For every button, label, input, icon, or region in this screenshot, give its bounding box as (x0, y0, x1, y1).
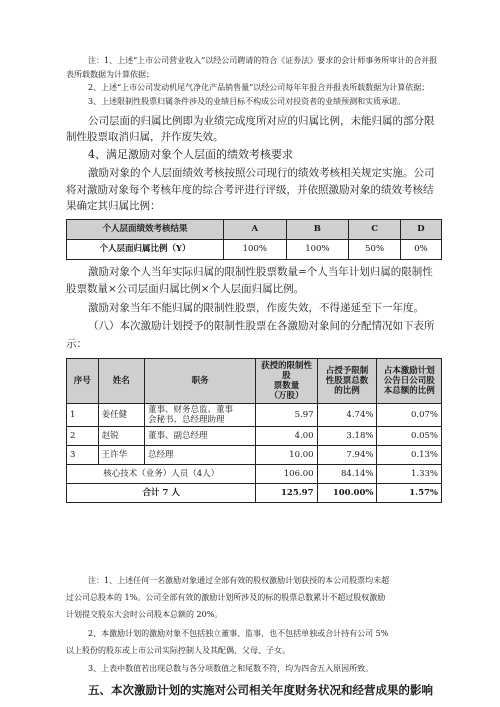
alloc-header-pct-grant-1: 占授予限制 (325, 366, 369, 376)
row-3-pct-grant: 7.94% (317, 446, 377, 465)
para-individual-3: 果确定其归属比例： (66, 200, 161, 212)
total-row-label: 合计 7 人 (67, 484, 256, 503)
alloc-header-name: 姓名 (98, 359, 144, 404)
alloc-header-pct-total-1: 占本激励计划 (383, 366, 435, 376)
core-row-pct-grant: 84.14% (317, 465, 377, 484)
para-invalid: 激励对象当年不能归属的限制性股票，作废失效，不得递延至下一年度。 (88, 302, 424, 314)
row-2-shares: 4.00 (256, 427, 317, 446)
para-individual-2: 将对激励对象每个考核年度的综合考评进行评级，并依照激励对象的绩效考核结 (66, 184, 434, 196)
table-row (67, 404, 442, 427)
row-1-shares: 5.97 (256, 404, 317, 427)
top-note-1: 注：1、上述“上市公司营业收入”以经公司聘请的符合《证券法》要求的会计师事务所审计的合并报 (88, 56, 438, 65)
perf-header-row (67, 220, 442, 240)
performance-table (66, 219, 442, 260)
row-3-no: 3 (67, 446, 99, 465)
row-2-no: 2 (67, 427, 99, 446)
alloc-header-shares-3: （万股） (269, 391, 304, 401)
alloc-header-pct-total (377, 359, 442, 404)
table-row (67, 427, 442, 446)
alloc-header-pct-grant (317, 359, 377, 404)
total-row-shares: 125.97 (256, 484, 317, 503)
top-note-3: 3、上述限制性股票归属条件涉及的业绩目标不构成公司对投资者的业绩预测和实质承诺。 (88, 97, 406, 106)
para-company-level-2: 制性股票取消归属，并作废失效。 (66, 131, 224, 143)
alloc-header-shares-2: 票数量 (273, 381, 300, 391)
perf-grade-c: C (349, 220, 401, 240)
row-1-pct-total: 0.07% (377, 404, 442, 427)
top-note-2: 2、上述“上市公司发动机尾气净化产品销售量”以经公司每年年报合并报表所载数据为计算依据； (88, 83, 430, 92)
total-row-pct-grant: 100.00% (317, 484, 377, 503)
alloc-header-pct-grant-3: 的比例 (334, 386, 360, 396)
row-2-position: 董事、副总经理 (144, 427, 255, 446)
row-1-position (144, 404, 255, 427)
perf-ratio-d: 0% (400, 240, 441, 260)
row-2-pct-total: 0.05% (377, 427, 442, 446)
bottom-note-1-cont-b: 计划提交股东大会时公司股本总额的 20%。 (66, 610, 223, 619)
para-formula-2: 股票数量×公司层面归属比例×个人层面归属比例。 (66, 283, 305, 295)
alloc-header-no: 序号 (67, 359, 99, 404)
alloc-header-shares (256, 359, 317, 404)
core-row-pct-total: 1.33% (377, 465, 442, 484)
perf-ratio-a: 100% (224, 240, 287, 260)
row-1-position-2: 会秘书、总经理助理 (147, 415, 225, 425)
perf-ratio-b: 100% (286, 240, 349, 260)
row-1-no: 1 (67, 404, 99, 427)
alloc-header-shares-1: 获授的限制性股 (260, 361, 312, 381)
row-1-pct-grant: 4.74% (317, 404, 377, 427)
perf-ratio-c: 50% (349, 240, 401, 260)
core-row-label: 核心技术（业务）人员（4人） (67, 465, 256, 484)
alloc-header-pct-total-3: 本总额的比例 (383, 386, 435, 396)
heading-individual: 4、满足激励对象个人层面的绩效考核要求 (88, 148, 293, 161)
alloc-header-position: 职务 (144, 359, 255, 404)
allocation-table (66, 358, 442, 503)
row-3-position: 总经理 (144, 446, 255, 465)
row-3-name: 王许华 (98, 446, 144, 465)
row-1-name: 姜任健 (98, 404, 144, 427)
table-row (67, 446, 442, 465)
row-3-pct-total: 0.13% (377, 446, 442, 465)
perf-row-label: 个人层面归属比例（Y） (67, 240, 224, 260)
section-eight-1: （八）本次激励计划授予的限制性股票在各激励对象间的分配情况如下表所 (88, 320, 435, 332)
core-row-shares: 106.00 (256, 465, 317, 484)
row-1-position-1: 董事、财务总监、董事 (147, 405, 233, 415)
alloc-header-row (67, 359, 442, 404)
bottom-note-1: 注：1、上述任何一名激励对象通过全部有效的股权激励计划获授的本公司股票均未超 (88, 576, 390, 585)
perf-grade-d: D (400, 220, 441, 240)
bottom-note-2: 2、本激励计划的激励对象不包括独立董事、监事，也不包括单独或合计持有公司 5% (88, 629, 389, 638)
section-five-heading: 五、本次激励计划的实施对公司相关年度财务状况和经营成果的影响 (88, 683, 433, 697)
row-2-name: 赵锐 (98, 427, 144, 446)
alloc-header-pct-grant-2: 性股票总数 (325, 376, 369, 386)
row-3-shares: 10.00 (256, 446, 317, 465)
perf-header-label: 个人层面绩效考核结果 (67, 220, 224, 240)
perf-ratio-row (67, 240, 442, 260)
row-2-pct-grant: 3.18% (317, 427, 377, 446)
para-formula-1: 激励对象个人当年实际归属的限制性股票数量=个人当年计划归属的限制性 (88, 266, 433, 278)
total-row-pct-total: 1.57% (377, 484, 442, 503)
perf-grade-a: A (224, 220, 287, 240)
bottom-note-1-cont-a: 过公司总股本的 1%。公司全部有效的激励计划所涉及的标的股票总数累计不超过股权激励 (66, 593, 386, 602)
perf-grade-b: B (286, 220, 349, 240)
section-eight-2: 示： (66, 338, 87, 350)
para-individual-1: 激励对象的个人层面绩效考核按照公司现行的绩效考核相关规定实施。公司 (88, 167, 435, 179)
top-note-1-cont: 表所载数据为计算依据； (66, 70, 154, 79)
table-row-total (67, 484, 442, 503)
bottom-note-2-cont: 以上股份的股东或上市公司实际控制人及其配偶、父母、子女。 (66, 646, 290, 655)
para-company-level-1: 公司层面的归属比例即为业绩完成度所对应的归属比例，未能归属的部分限 (88, 115, 435, 127)
table-row-core (67, 465, 442, 484)
alloc-header-pct-total-2: 公告日公司股 (383, 376, 435, 386)
bottom-note-3: 3、上表中数值若出现总数与各分项数值之和尾数不符，均为四舍五入原因所致。 (88, 664, 374, 673)
